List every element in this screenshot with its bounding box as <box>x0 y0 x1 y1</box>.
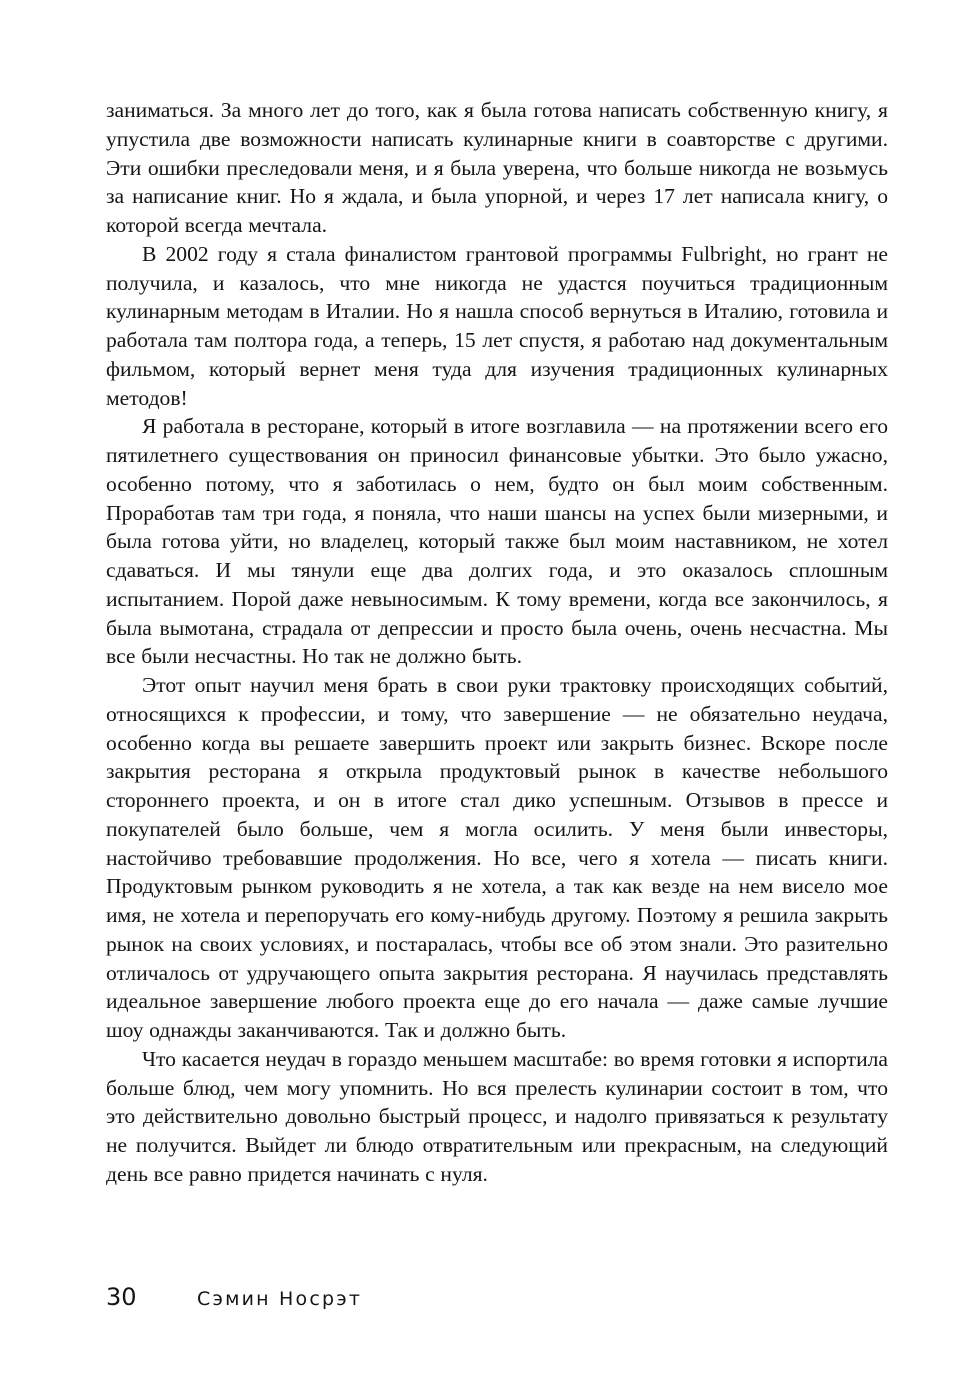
paragraph: Я работала в ресторане, который в итоге возглавила — на протяжении всего его пятилетнего существования он приносил финансовые убытки. Это было ужасно, особенно потому, что я заботилась о нем, будто он был моим собственным. Проработав там три года, я поняла, что наши шансы на успех были мизерными, и была готова уйти, но владелец, который также был моим наставником, не хотел сдаваться. И мы тянули еще два долгих года, и это оказалось сплошным испытанием. Порой даже невыносимым. К тому времени, когда все закончилось, я была вымотана, страдала от депрессии и просто была очень, очень несчастна. Мы все были несчастны. Но так не должно быть. <box>106 414 888 669</box>
body-text <box>106 96 888 1189</box>
paragraph: В 2002 году я стала финалистом грантовой программы Fulbright, но грант не получила, и казалось, что мне никогда не удастся поучиться традиционным кулинарным методам в Италии. Но я нашла способ вернуться в Италию, готовила и работала там полтора года, а теперь, 15 лет спустя, я работаю над документальным фильмом, который вернет меня туда для изучения традиционных кулинарных методов! <box>106 241 888 410</box>
page-number: 30 <box>106 1283 137 1311</box>
paragraph: Этот опыт научил меня брать в свои руки трактовку происходящих событий, относящихся к профессии, и тому, что завершение — не обязательно неудача, особенно когда вы решаете завершить проект или закрыть бизнес. Вскоре после закрытия ресторана я открыла продуктовый рынок в качестве небольшого стороннего проекта, и он в итоге стал дико успешным. Отзывов в прессе и покупателей было больше, чем я могла осилить. У меня были инвесторы, настойчиво требовавшие продолжения. Но все, чего я хотела — писать книги. Продуктовым рынком руководить я не хотела, а так как везде на нем висело мое имя, не хотела и перепоручать его кому-нибудь другому. Поэтому я решила закрыть рынок на своих условиях, и постаралась, чтобы все об этом знали. Это разительно отличалось от удручающего опыта закрытия ресторана. Я научилась представлять идеальное завершение любого проекта еще до его начала — даже самые лучшие шоу однажды заканчиваются. Так и должно быть. <box>106 673 888 1042</box>
running-author: Сэмин Носрэт <box>197 1288 363 1310</box>
paragraph: заниматься. За много лет до того, как я была готова написать собственную книгу, я упустила две возможности написать кулинарные книги в соавторстве с другими. Эти ошибки преследовали меня, и я была уверена, что больше никогда не возьмусь за написание книг. Но я ждала, и была упорной, и через 17 лет написала книгу, о которой всегда мечтала. <box>106 98 888 237</box>
paragraph: Что касается неудач в гораздо меньшем масштабе: во время готовки я испортила больше блюд, чем могу упомнить. Но вся прелесть кулинарии состоит в том, что это действительно довольно быстрый процесс, и надолго привязаться к результату не получится. Выйдет ли блюдо отвратительным или прекрасным, на следующий день все равно придется начинать с нуля. <box>106 1046 888 1186</box>
